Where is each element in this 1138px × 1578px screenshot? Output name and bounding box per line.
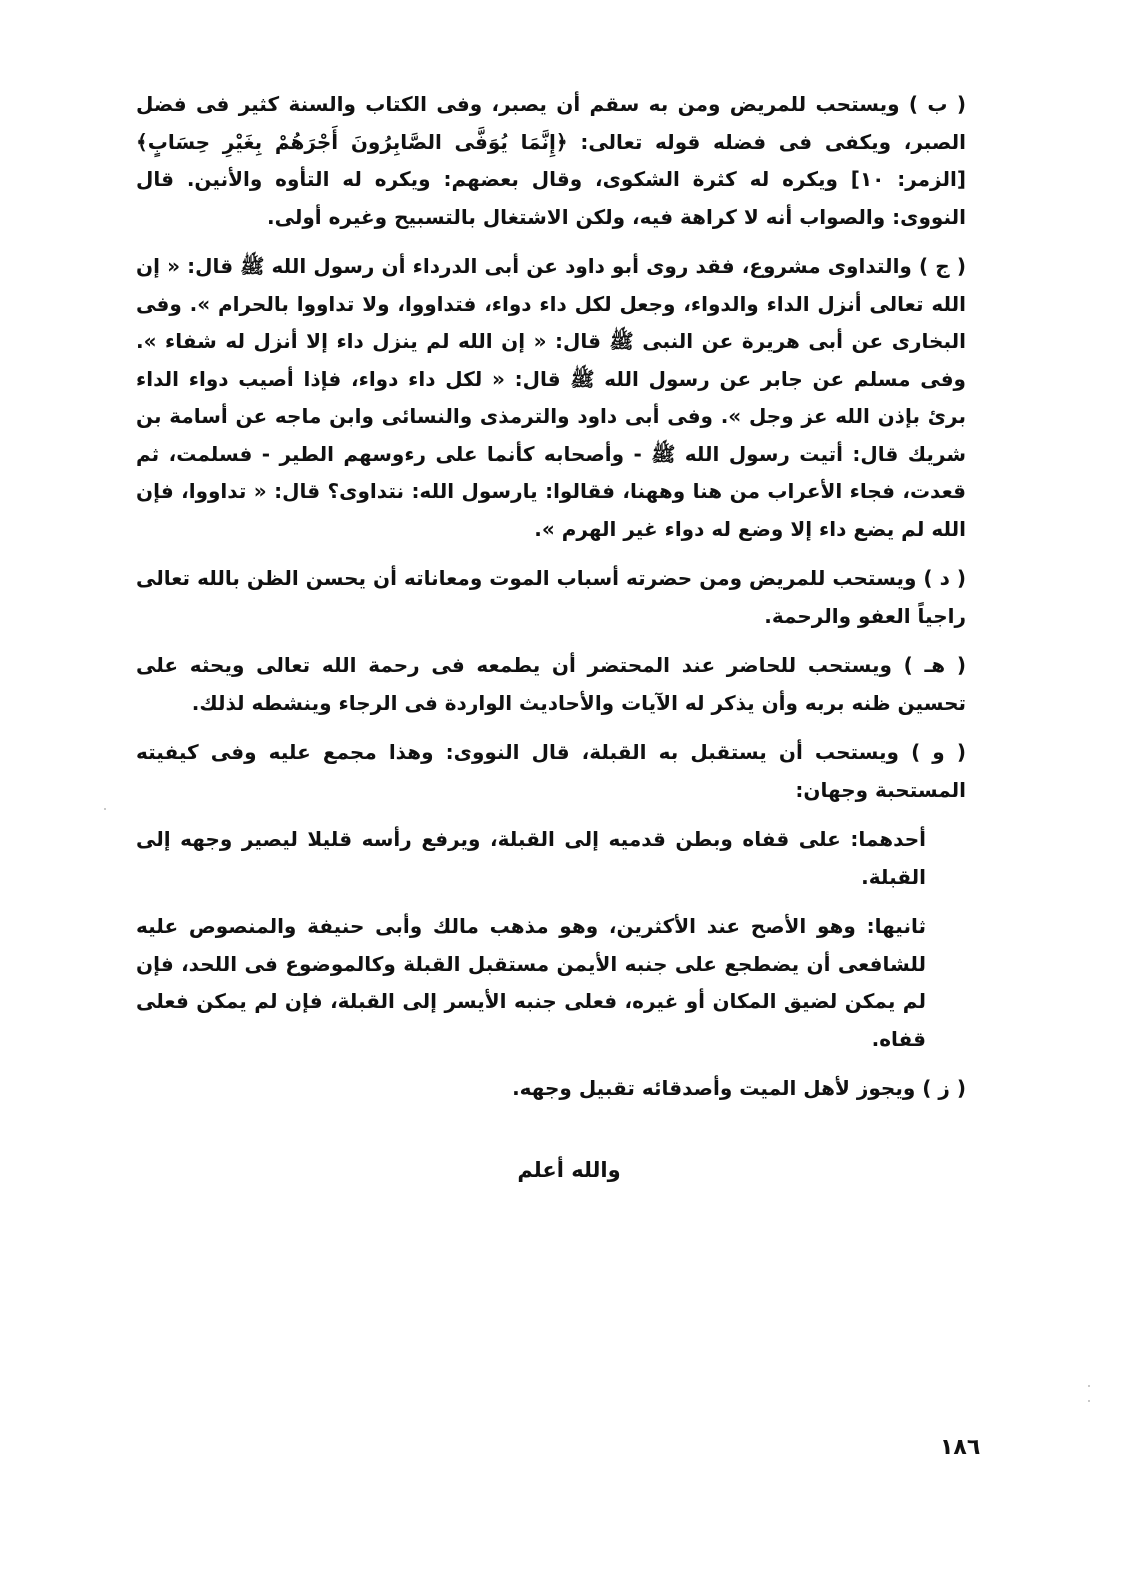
page-number: ١٨٦ <box>940 1435 981 1460</box>
subparagraph-second-method: ثانيها: وهو الأصح عند الأكثرين، وهو مذهب مالك وأبى حنيفة والمنصوص عليه للشافعى أن يضطجع على جنبه الأيمن مستقبل القبلة وكالموضوع فى اللحد، فإن لم يمكن لضيق المكان أو غيره، فعلى جنبه الأيسر إلى القبلة، فإن لم يمكن فعلى قفاه. <box>136 914 926 1051</box>
scan-speck <box>1088 1400 1090 1402</box>
paragraph-text: ويستحب للمريض ومن به سقم أن يصبر، وفى الكتاب والسنة كثير فى فضل الصبر، ويكفى فى فضله قوله تعالى: ﴿إِنَّمَا يُوَفَّى الصَّابِرُونَ أَجْرَهُمْ بِغَيْرِ حِسَابٍ﴾ [الزمر: ١٠] ويكره له كثرة الشكوى، وقال بعضهم: ويكره له التأوه والأنين. قال النووى: والصواب أنه لا كراهة فيه، ولكن الاشتغال بالتسبيح وغيره أولى. <box>136 92 966 229</box>
paragraph-text: ويجوز لأهل الميت وأصدقائه تقبيل وجهه. <box>512 1076 916 1100</box>
page-body <box>136 86 966 1120</box>
paragraph-text: ويستحب للمريض ومن حضرته أسباب الموت ومعاناته أن يحسن الظن بالله تعالى راجياً العفو والرحمة. <box>136 566 966 628</box>
scan-speck <box>104 808 106 810</box>
paragraph-text: والتداوى مشروع، فقد روى أبو داود عن أبى الدرداء أن رسول الله ﷺ قال: « إن الله تعالى أنزل الداء والدواء، وجعل لكل داء دواء، فتداووا، ولا تداووا بالحرام ». وفى البخارى عن أبى هريرة عن النبى ﷺ قال: « إن الله لم ينزل داء إلا أنزل له شفاء ». وفى مسلم عن جابر عن رسول الله ﷺ قال: « لكل داء دواء، فإذا أصيب دواء الداء برئ بإذن الله عز وجل ». وفى أبى داود والترمذى والنسائى وابن ماجه عن أسامة بن شريك قال: أتيت رسول الله ﷺ - وأصحابه كأنما على رءوسهم الطير - فسلمت، ثم قعدت، فجاء الأعراب من هنا وههنا، فقالوا: يارسول الله: نتداوى؟ قال: « تداووا، فإن الله لم يضع داء إلا وضع له دواء غير الهرم ». <box>136 254 966 541</box>
closing-phrase: والله أعلم <box>517 1158 621 1182</box>
paragraph-w <box>136 734 966 809</box>
paragraph-label: ( ب ) <box>908 92 966 116</box>
paragraph-label: ( ج ) <box>919 254 966 278</box>
paragraph-label: ( ز ) <box>922 1076 966 1100</box>
scan-speck <box>1088 1385 1090 1387</box>
paragraph-text: ويستحب للحاضر عند المحتضر أن يطمعه فى رحمة الله تعالى ويحثه على تحسين ظنه بربه وأن يذكر له الآيات والأحاديث الواردة فى الرجاء وينشطه لذلك. <box>136 653 966 715</box>
paragraph-h <box>136 647 966 722</box>
subparagraph-first-method: أحدهما: على قفاه وبطن قدميه إلى القبلة، ويرفع رأسه قليلا ليصير وجهه إلى القبلة. <box>136 827 926 889</box>
paragraph-j <box>136 248 966 548</box>
paragraph-label: ( و ) <box>911 740 966 764</box>
paragraph-b <box>136 86 966 236</box>
paragraph-label: ( هـ ) <box>903 653 966 677</box>
paragraph-label: ( د ) <box>923 566 966 590</box>
paragraph-text: ويستحب أن يستقبل به القبلة، قال النووى: وهذا مجمع عليه وفى كيفيته المستحبة وجهان: <box>136 740 966 802</box>
paragraph-d <box>136 560 966 635</box>
paragraph-z <box>136 1070 966 1108</box>
